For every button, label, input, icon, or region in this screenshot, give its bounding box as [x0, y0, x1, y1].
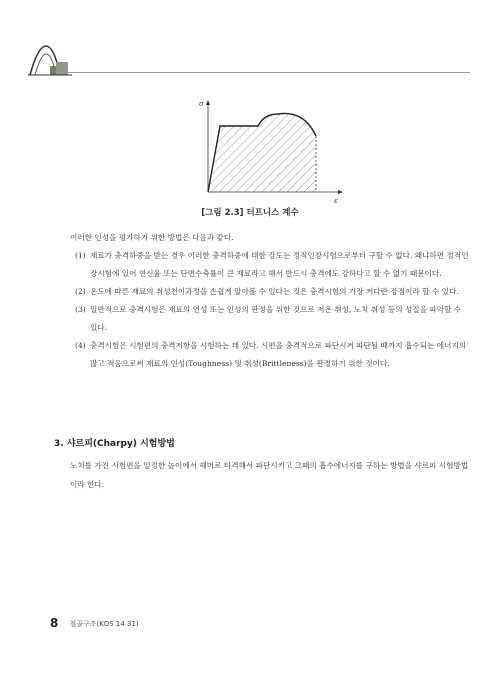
footer-title: 철골구조(KDS 14 31) [69, 620, 139, 628]
list-item-text: 온도에 따른 재료의 취성천이과정을 손쉽게 알아볼 수 있다는 것은 충격시험의 가장 커다란 장점이라 할 수 있다. [90, 287, 459, 296]
intro-text: 이러한 인성을 평가하기 위한 방법은 다음과 같다. [70, 233, 234, 242]
list-item-text: 충격시험은 시험편의 충격저항을 시험하는 데 있다. 시편을 충격적으로 파단시켜 파단될 때까지 흡수되는 에너지의 많고 적음으로써 재료의 인성(Toughness) 및 취성(Brittleness)을 판정하기 위한 것이다. [90, 341, 467, 368]
page-footer [50, 612, 139, 631]
list-item [75, 337, 470, 373]
page-number: 8 [50, 616, 59, 630]
x-axis-label: ε [334, 197, 338, 205]
list-item-number: (2) [75, 287, 86, 296]
section-title: 3. 샤르피(Charpy) 시험방법 [54, 439, 175, 449]
stress-strain-area [208, 113, 316, 192]
list-item-number: (3) [75, 305, 86, 314]
list-item-number: (4) [75, 341, 86, 350]
y-axis-label: σ [199, 100, 204, 108]
method-list [75, 247, 470, 373]
list-item-number: (1) [75, 251, 86, 260]
section-paragraph: 노치를 가진 시험편을 일정한 높이에서 해머로 타격해서 파단시키고 그때의 흡수에너지를 구하는 방법을 샤르피 시험방법이라 한다. [70, 461, 469, 489]
header-rule [60, 72, 470, 73]
toughness-diagram [196, 96, 346, 208]
list-item [75, 301, 470, 337]
list-item [75, 283, 470, 301]
figure-caption: [그림 2.3] 터프니스 계수 [201, 208, 299, 218]
list-item-text: 일반적으로 충격시험은 재료의 연성 또는 인성의 판정을 위한 것으로 저온 취성, 노치 취성 등의 성질을 파악할 수 있다. [90, 305, 462, 332]
list-item-text: 재료가 충격하중을 받는 경우 이러한 충격하중에 대한 강도는 정적인장시험으로부터 구할 수 없다. 왜냐하면 정적인장시험에 있어 연신율 또는 단면수축률이 큰 재료라고 해서 반드시 충격에도 강하다고 할 수 없기 때문이다. [90, 251, 469, 278]
list-item [75, 247, 470, 283]
